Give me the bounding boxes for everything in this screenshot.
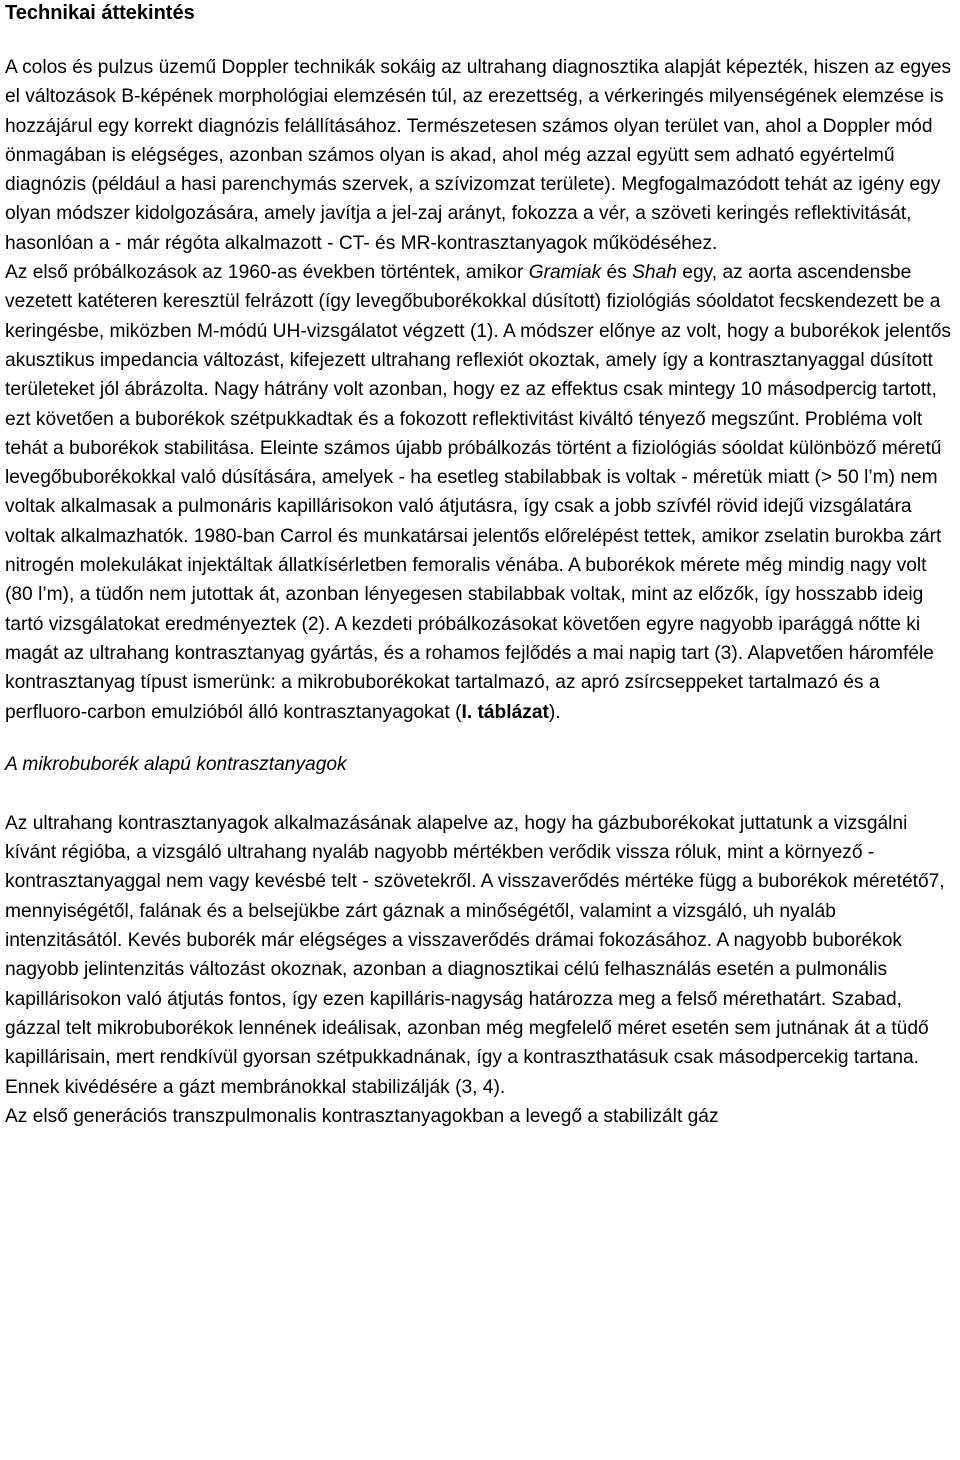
author-name-gramiak: Gramiak	[528, 262, 602, 284]
paragraph-history-end: ).	[548, 701, 561, 723]
author-name-shah: Shah	[632, 262, 677, 284]
paragraph-first-generation: Az első generációs transzpulmonalis kontrasztanyagokban a levegő a stabilizált gáz	[5, 1105, 719, 1127]
spacer	[5, 727, 955, 750]
paragraph-history-and: és	[601, 262, 633, 284]
paragraph-history-text-2: egy, az aorta ascendensbe vezetett katéteren keresztül felrázott (így levegőbuborékokkal dúsított) fiziológiás sóoldatot fecskendezett be a keringésbe, miközben M-módú UH-vizsgálatot végzett (1). A módszer előnye az volt, hogy a buborékok jelentős akusztikus impedancia változást, kifejezett ultrahang reflexiót okoztak, amely így a kontrasztanyaggal dúsított területeket jól ábrázolta. Nagy hátrány volt azonban, hogy ez az effektus csak mintegy 10 másodpercig tartott, ezt követően a buborékok szétpukkadtak és a fokozott reflektivitást kiváltó tényező megszűnt. Probléma volt tehát a buborékok stabilitása. Eleinte számos újabb próbálkozás történt a fiziológiás sóoldat különböző méretű levegőbuborékokkal való dúsítására, amelyek - ha esetleg stabilabbak is voltak - méretük miatt (> 50 l’m) nem voltak alkalmasak a pulmonáris kapillárisokon való átjutásra, így csak a jobb szívfél rövid idejű vizsgálatára voltak alkalmazhatók. 1980-ban Carrol és munkatársai jelentős előrelépést tettek, amikor zselatin burokba zárt nitrogén molekulákat injektáltak állatkísérletben femoralis vénába. A buborékok mérete még mindig nagy volt (80 l’m), a tüdőn nem jutottak át, azonban lényegesen stabilabbak voltak, mint az előzők, így hosszabb ideig tartó vizsgálatokat eredményeztek (2). A kezdeti próbálkozásokat követően egyre nagyobb iparággá nőtte ki magát az ultrahang kontrasztanyag gyártás, és a rohamos fejlődés a mai napig tart (3). Alapvetően háromféle kontrasztanyag típust ismerünk: a mikrobuborékokat tartalmazó, az apró zsírcseppeket tartalmazó és a perfluoro-carbon emulzióból álló kontrasztanyagokat (	[5, 262, 951, 723]
spacer	[5, 779, 955, 809]
table-reference: I. táblázat	[461, 701, 549, 723]
paragraph-principle: Az ultrahang kontrasztanyagok alkalmazásának alapelve az, hogy ha gázbuborékokat juttatunk a vizsgálni kívánt régióba, a vizsgáló ultrahang nyaláb nagyobb mértékben verődik vissza róluk, mint a környező - kontrasztanyaggal nem vagy kevésbé telt - szövetekről. A visszaverődés mértéke függ a buborékok méretétő7, mennyiségétől, falának és a belsejükbe zárt gáznak a minőségétől, valamint a vizsgáló, uh nyaláb intenzitásától. Kevés buborék már elégséges a visszaverődés drámai fokozásához. A nagyobb buborékok nagyobb jelintenzitás változást okoznak, azonban a diagnosztikai célú felhasználás esetén a pulmonális kapillárisokon való átjutás fontos, így ezen kapilláris-nagyság határozza meg a felső mérethatárt. Szabad, gázzal telt mikrobuborékok lennének ideálisak, azonban még megfelelő méret esetén sem jutnának át a tüdő kapillárisain, mert rendkívül gyorsan szétpukkadnának, így a kontraszthatásuk csak másodpercekig tartana. Ennek kivédésére a gázt membránokkal stabilizálják (3, 4).	[5, 812, 945, 1098]
paragraph-doppler-intro: A colos és pulzus üzemű Doppler technikák sokáig az ultrahang diagnosztika alapját képezték, hiszen az egyes el változások B-képének morphológiai elemzésén túl, az erezettség, a vérkeringés milyenségének elemzése is hozzájárul egy korrekt diagnózis felállításához. Természetesen számos olyan terület van, ahol a Doppler mód önmagában is elégséges, azonban számos olyan is akad, ahol még azzal együtt sem adható egyértelmű diagnózis (például a hasi parenchymás szervek, a szívizomzat területe). Megfogalmazódott tehát az igény egy olyan módszer kidolgozására, amely javítja a jel-zaj arányt, fokozza a vér, a szöveti keringés reflektivitását, hasonlóan a - már régóta alkalmazott - CT- és MR-kontrasztanyagok működéséhez.	[5, 57, 952, 254]
document-heading: Technikai áttekintés	[5, 2, 195, 24]
document-page	[5, 0, 955, 1131]
paragraph-history	[5, 258, 955, 727]
paragraph-history-text-1: Az első próbálkozások az 1960-as években történtek, amikor	[5, 262, 529, 284]
spacer	[5, 26, 955, 53]
section-title-microbubble: A mikrobuborék alapú kontrasztanyagok	[5, 753, 347, 775]
